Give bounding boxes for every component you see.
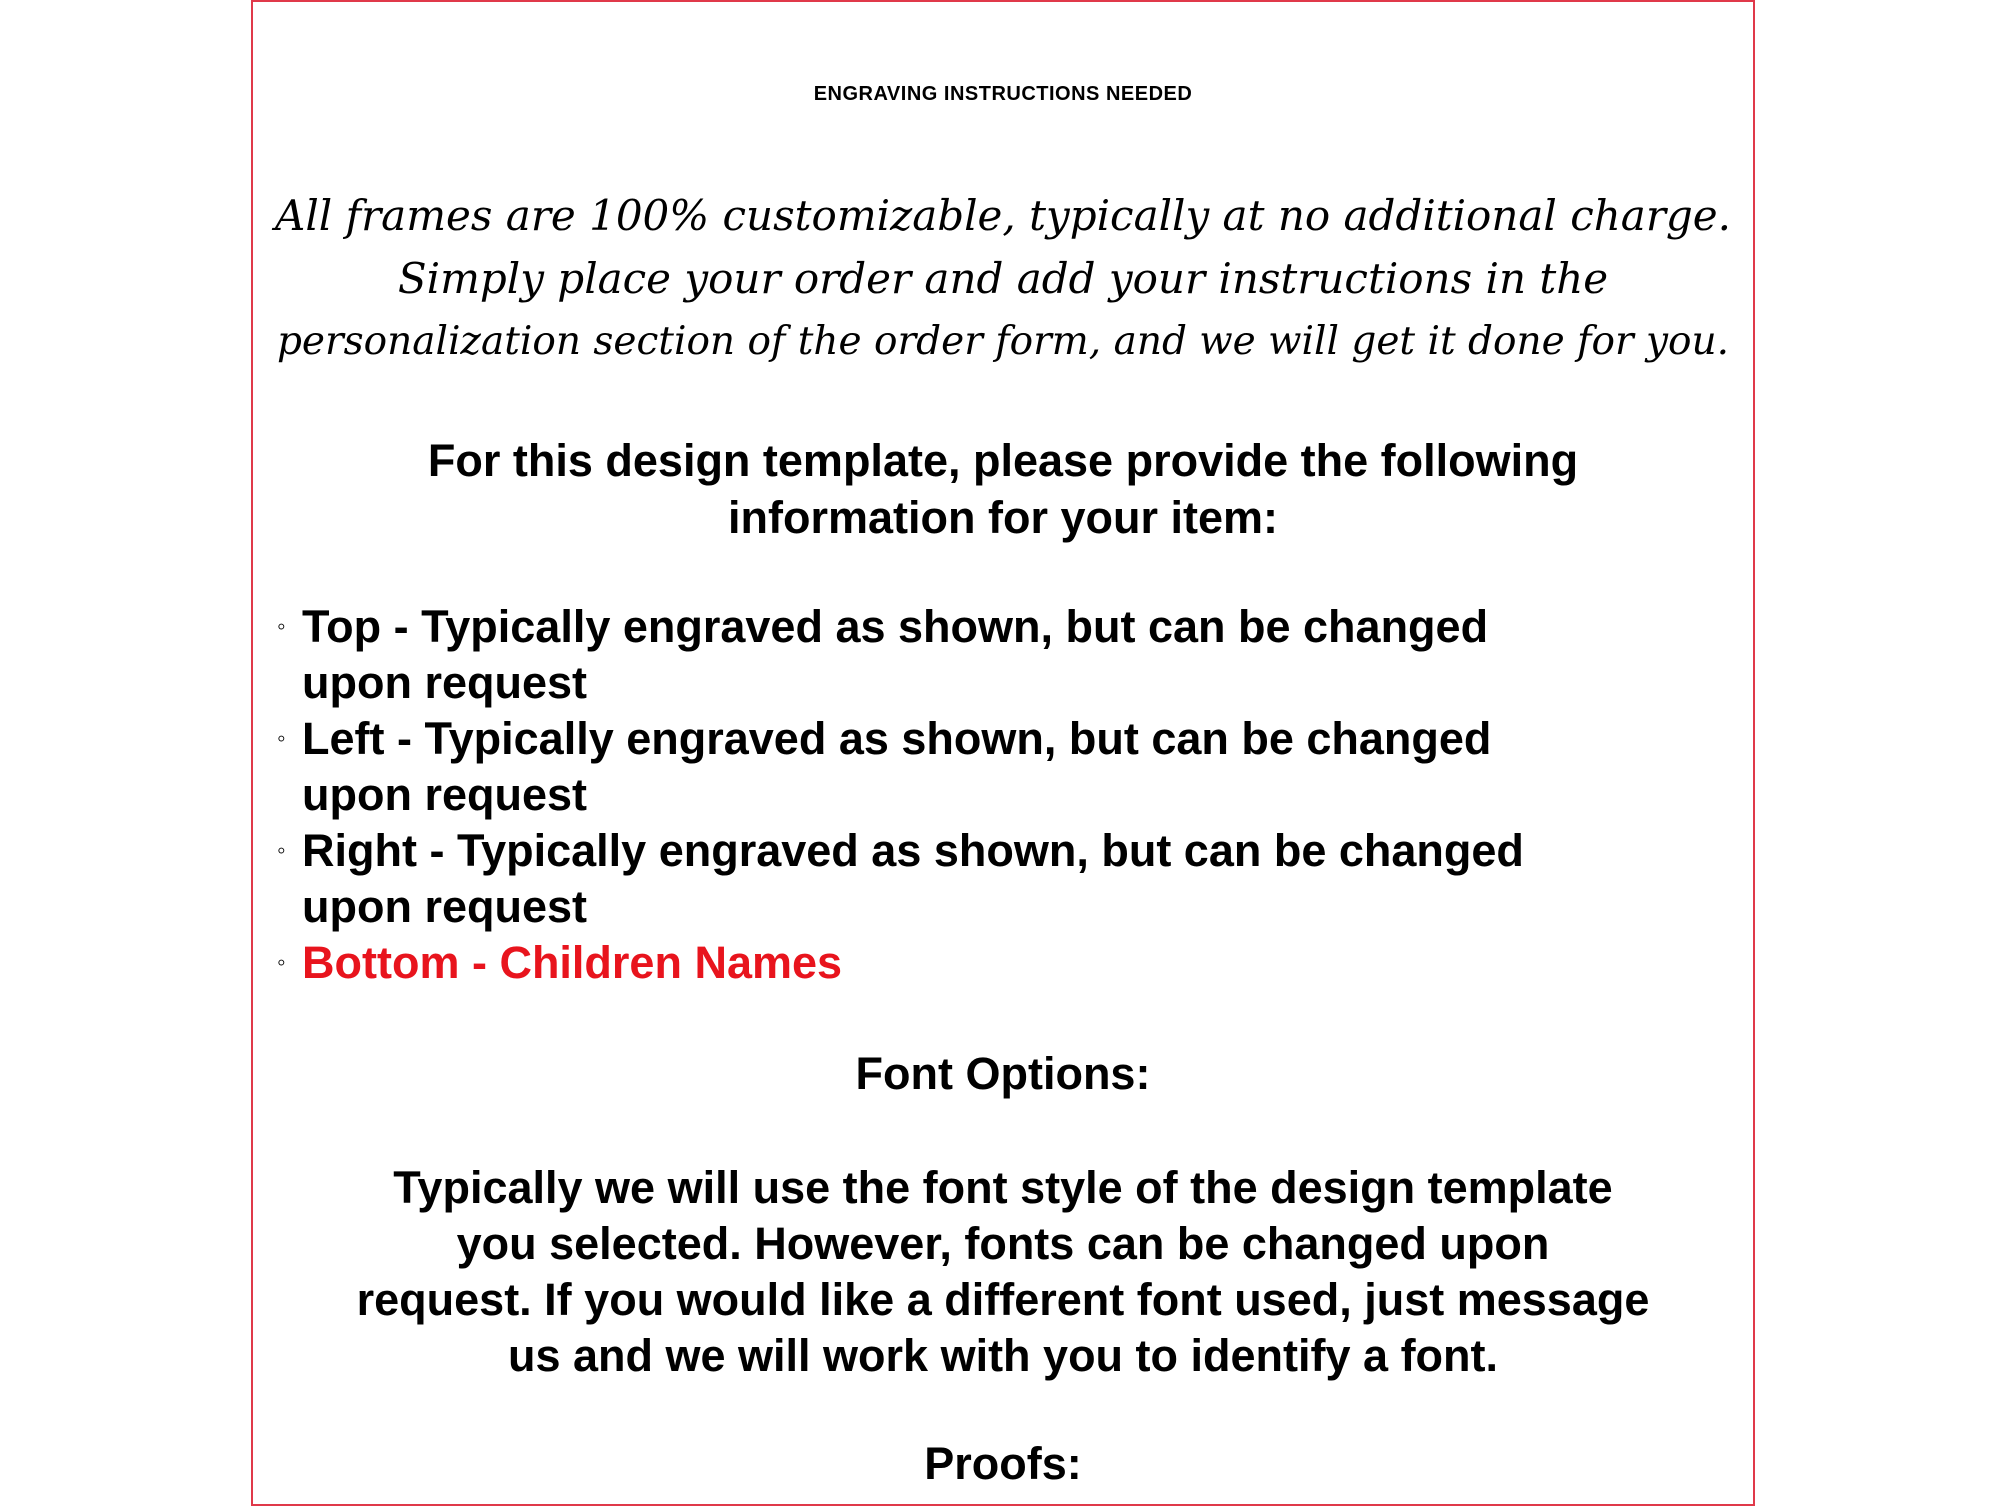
list-item-right	[277, 823, 1737, 935]
list-item-text: upon request	[302, 769, 588, 820]
bullet-icon: ◦	[277, 613, 286, 640]
page-title: ENGRAVING INSTRUCTIONS NEEDED	[813, 83, 1193, 105]
list-item-left	[277, 711, 1737, 823]
bullet-icon: ◦	[277, 837, 286, 864]
bullet-icon: ◦	[277, 725, 286, 752]
font-options-line: Typically we will use the font style of the design template	[393, 1162, 1613, 1213]
font-options-paragraph	[253, 1160, 1753, 1384]
font-options-line: request. If you would like a different font used, just message	[356, 1274, 1650, 1325]
intro-paragraph	[253, 184, 1753, 373]
list-item-bottom	[277, 935, 1737, 991]
font-options-line: us and we will work with you to identify a font.	[507, 1330, 1499, 1381]
provide-line: For this design template, please provide the following	[427, 435, 1579, 486]
list-item-text: Top - Typically engraved as shown, but can be changed	[302, 601, 1489, 652]
list-item-text: upon request	[302, 881, 588, 932]
list-item-top	[277, 599, 1737, 711]
provide-line: information for your item:	[728, 492, 1278, 543]
list-item-text: Left - Typically engraved as shown, but can be changed	[302, 713, 1492, 764]
proofs-heading: Proofs:	[924, 1438, 1082, 1489]
intro-line: Simply place your order and add your instructions in the	[397, 254, 1609, 303]
provide-info-heading	[253, 432, 1753, 546]
intro-line: All frames are 100% customizable, typically at no additional charge.	[274, 191, 1731, 240]
engraving-location-list	[277, 599, 1737, 991]
instruction-sheet	[251, 0, 1755, 1506]
list-item-text: upon request	[302, 657, 588, 708]
intro-line: personalization section of the order form, and we will get it done for you.	[276, 319, 1730, 364]
font-options-line: you selected. However, fonts can be changed upon	[456, 1218, 1550, 1269]
list-item-text-highlighted: Bottom - Children Names	[302, 937, 843, 988]
bullet-icon: ◦	[277, 949, 286, 976]
font-options-heading: Font Options:	[855, 1048, 1151, 1099]
list-item-text: Right - Typically engraved as shown, but can be changed	[302, 825, 1524, 876]
